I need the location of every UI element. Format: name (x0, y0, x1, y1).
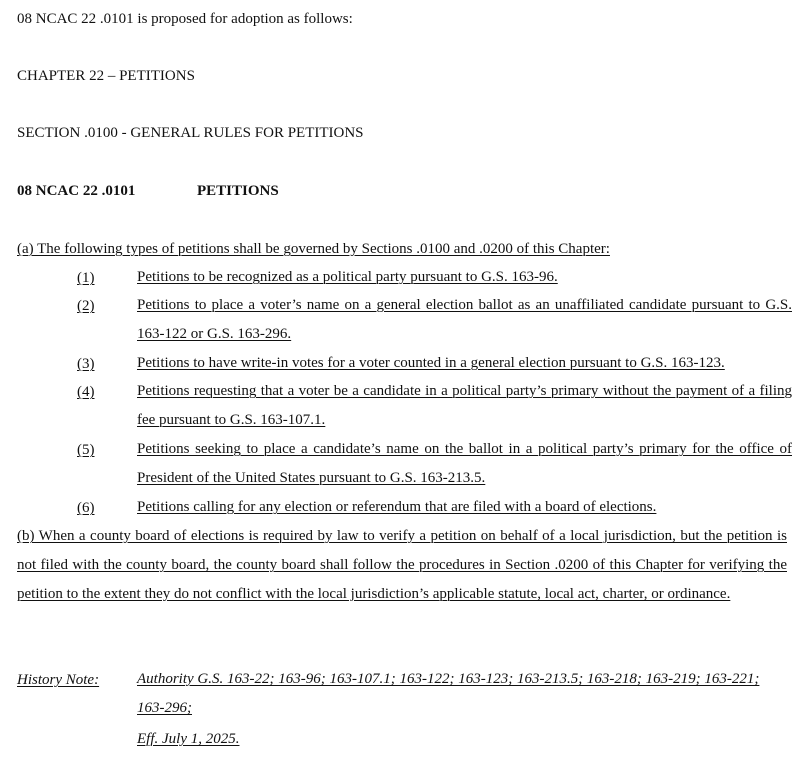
list-item (0, 441, 806, 499)
history-effective: Eff. July 1, 2025. (137, 731, 240, 747)
list-item (0, 297, 806, 355)
item-number: (6) (77, 500, 95, 516)
list-item (0, 383, 806, 441)
item-text: Petitions seeking to place a candidate’s name on the ballot in a political party’s primary for the office of President of the United States pursuant to G.S. 163-213.5. (137, 441, 792, 486)
history-note-label: History Note: (17, 672, 100, 688)
section-heading: SECTION .0100 - GENERAL RULES FOR PETITIONS (17, 125, 364, 141)
rule-number: 08 NCAC 22 .0101 (17, 183, 136, 199)
item-text: Petitions calling for any election or referendum that are filed with a board of elections. (137, 499, 657, 515)
intro-line: 08 NCAC 22 .0101 is proposed for adoption as follows: (17, 11, 353, 27)
paragraph-a: (a) The following types of petitions shall be governed by Sections .0100 and .0200 of this Chapter: (17, 241, 610, 257)
item-text: Petitions to be recognized as a political party pursuant to G.S. 163-96. (137, 269, 558, 285)
item-number: (2) (77, 298, 95, 314)
item-text: Petitions to have write-in votes for a voter counted in a general election pursuant to G.S. 163-123. (137, 355, 725, 371)
history-authority: Authority G.S. 163-22; 163-96; 163-107.1; 163-122; 163-123; 163-213.5; 163-218; 163-219; 163-221; 163-296; (137, 671, 760, 716)
item-text: Petitions to place a voter’s name on a general election ballot as an unaffiliated candidate pursuant to G.S. 163-122 or G.S. 163-296. (137, 297, 792, 342)
item-number: (5) (77, 442, 95, 458)
rule-title: PETITIONS (197, 183, 279, 199)
item-number: (1) (77, 270, 95, 286)
item-number: (3) (77, 356, 95, 372)
item-text: Petitions requesting that a voter be a candidate in a political party’s primary without the payment of a filing fee pursuant to G.S. 163-107.1. (137, 383, 792, 428)
paragraph-b: (b) When a county board of elections is required by law to verify a petition on behalf of a local jurisdiction, but the petition is not filed with the county board, the county board shall follow the procedures in Section .0200 of this Chapter for verifying the petition to the extent they do not conflict with the local jurisdiction’s applicable statute, local act, charter, or ordinance. (17, 528, 787, 602)
chapter-heading: CHAPTER 22 – PETITIONS (17, 68, 195, 84)
item-number: (4) (77, 384, 95, 400)
